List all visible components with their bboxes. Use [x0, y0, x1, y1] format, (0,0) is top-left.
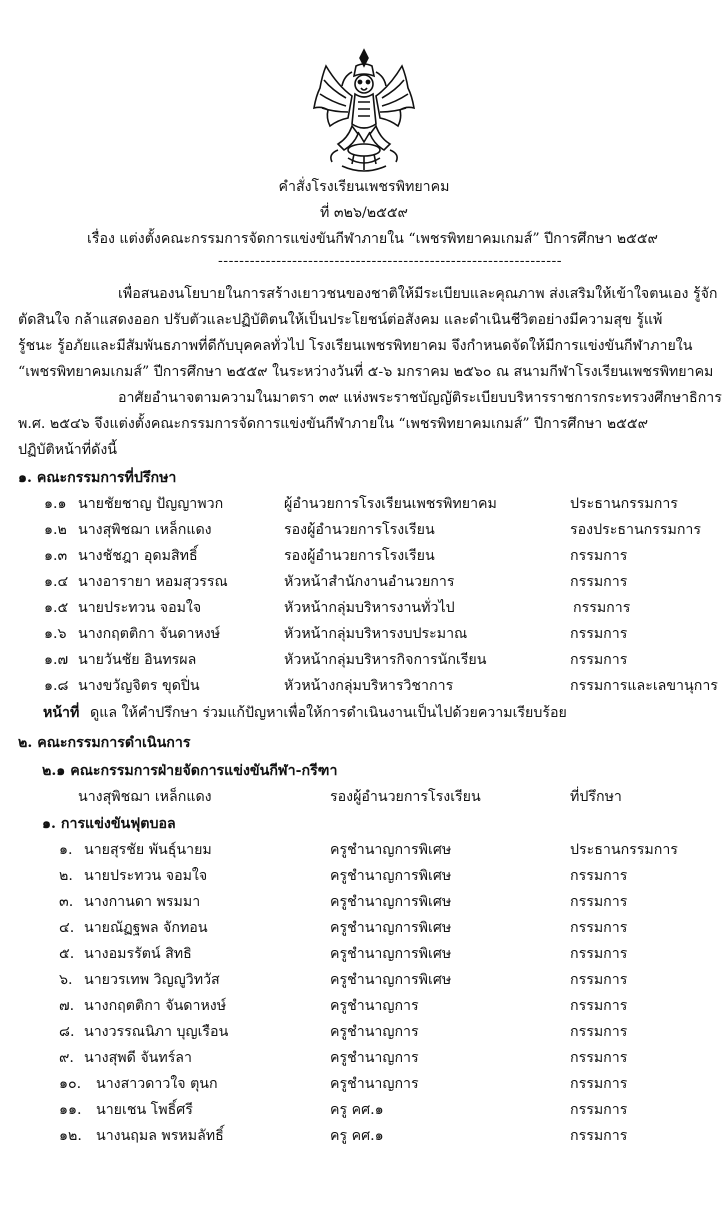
member-role: ประธานกรรมการ: [570, 496, 678, 512]
member-name: นายประทวน จอมใจ: [84, 868, 208, 884]
advisor-row: [0, 517, 728, 543]
member-name: นายณัฏฐพล จักทอน: [84, 920, 208, 936]
member-position: หัวหน้าสำนักงานอำนวยการ: [284, 574, 455, 590]
member-no: ๑๒.: [59, 1128, 82, 1144]
member-no: ๑.: [59, 842, 73, 858]
member-name: นางอมรรัตน์ สิทธิ: [84, 946, 192, 962]
football-member-row: [0, 1071, 728, 1097]
intro-line-3: รู้ชนะ รู้อภัยและมีสัมพันธภาพที่ดีกับบุคคลทั่วไป โรงเรียนเพชรพิทยาคม จึงกำหนดจัดให้มีการแข่งขันกีฬาภายใน: [18, 338, 693, 354]
advisor-row: [0, 673, 728, 699]
member-name: นางกฤตติกา จันดาหงษ์: [78, 626, 221, 642]
member-role: กรรมการ: [570, 972, 628, 988]
member-name: นางกานดา พรมมา: [84, 894, 201, 910]
member-name: นางชัชฎา อุดมสิทธิ์: [78, 548, 198, 564]
member-role: กรรมการ: [570, 1076, 628, 1092]
duty-row: [0, 700, 728, 726]
member-no: ๑.๘: [44, 678, 69, 694]
member-position: รองผู้อำนวยการโรงเรียน: [284, 548, 435, 564]
member-position: ครูชำนาญการพิเศษ: [330, 842, 452, 858]
member-name: นายวันชัย อินทรผล: [78, 652, 197, 668]
member-position: หัวหน้ากลุ่มบริหารงบประมาณ: [284, 626, 468, 642]
order-title: คำสั่งโรงเรียนเพชรพิทยาคม: [278, 179, 450, 195]
football-member-row: [0, 1097, 728, 1123]
advisor-row: [0, 595, 728, 621]
garuda-emblem-icon: [308, 46, 420, 176]
member-no: ๑๑.: [59, 1102, 82, 1118]
advisor-row: [0, 569, 728, 595]
member-role: กรรมการ: [570, 946, 628, 962]
order-number: ที่ ๓๒๖/๒๕๕๙: [320, 205, 408, 221]
intro-line-4: “เพชรพิทยาคมเกมส์” ปีการศึกษา ๒๕๕๙ ในระหว่างวันที่ ๕-๖ มกราคม ๒๕๖๐ ณ สนามกีฬาโรงเรียนเพชรพิทยาคม: [18, 364, 714, 380]
member-name: นายวรเทพ วิญญูวิทวัส: [84, 972, 220, 988]
football-heading: ๑. การแข่งขันฟุตบอล: [42, 816, 176, 832]
member-position: ครู คศ.๑: [330, 1102, 384, 1118]
order-subject: เรื่อง แต่งตั้งคณะกรรมการจัดการแข่งขันกีฬาภายใน “เพชรพิทยาคมเกมส์” ปีการศึกษา ๒๕๕๙: [87, 231, 658, 247]
section1-heading: ๑. คณะกรรมการที่ปรึกษา: [18, 470, 177, 486]
member-role: กรรมการ: [570, 1050, 628, 1066]
advisor-row: [0, 784, 728, 810]
member-position: ผู้อำนวยการโรงเรียนเพชรพิทยาคม: [284, 496, 497, 512]
football-member-row: [0, 941, 728, 967]
member-name: นางอารายา หอมสุวรรณ: [78, 574, 228, 590]
member-no: ๔.: [59, 920, 75, 936]
football-member-row: [0, 889, 728, 915]
member-role: กรรมการ: [570, 1102, 628, 1118]
advisor-position: รองผู้อำนวยการโรงเรียน: [330, 789, 481, 805]
member-position: รองผู้อำนวยการโรงเรียน: [284, 522, 435, 538]
member-role: กรรมการ: [570, 920, 628, 936]
advisor-role: ที่ปรึกษา: [570, 789, 622, 805]
member-name: นางวรรณนิภา บุญเรือน: [84, 1024, 229, 1040]
member-role: กรรมการ: [570, 574, 628, 590]
member-role: กรรมการและเลขานุการ: [570, 678, 718, 694]
member-name: นางสาวดาวใจ ตุนก: [96, 1076, 218, 1092]
member-position: ครูชำนาญการ: [330, 1076, 419, 1092]
member-name: นางนฤมล พรหมลัทธิ์: [96, 1128, 224, 1144]
member-name: นายชัยชาญ ปัญญาพวก: [78, 496, 224, 512]
advisor-row: [0, 543, 728, 569]
member-role: กรรมการ: [570, 998, 628, 1014]
member-role: ประธานกรรมการ: [570, 842, 678, 858]
advisor-name: นางสุพิชฌา เหล็กแดง: [78, 789, 212, 805]
football-member-row: [0, 993, 728, 1019]
member-no: ๑.๗: [44, 652, 69, 668]
member-no: ๑๐.: [59, 1076, 82, 1092]
member-name: นางกฤตติกา จันดาหงษ์: [84, 998, 227, 1014]
member-no: ๙.: [59, 1050, 74, 1066]
member-name: นายประทวน จอมใจ: [78, 600, 202, 616]
intro2-line-3: ปฏิบัติหน้าที่ดังนี้: [18, 442, 117, 458]
member-no: ๓.: [59, 894, 74, 910]
member-role: กรรมการ: [570, 1024, 628, 1040]
member-position: หัวหน้ากลุ่มบริหารกิจการนักเรียน: [284, 652, 487, 668]
intro-line-1: เพื่อสนองนโยบายในการสร้างเยาวชนของชาติให้มีระเบียบและคุณภาพ ส่งเสริมให้เข้าใจตนเอง รู้จัก: [118, 286, 718, 302]
football-member-row: [0, 837, 728, 863]
football-member-row: [0, 967, 728, 993]
member-no: ๑.๔: [44, 574, 69, 590]
member-no: ๑.๓: [44, 548, 68, 564]
member-role: กรรมการ: [570, 894, 628, 910]
separator-line: -----------------------------------------------------------------: [218, 253, 563, 269]
intro-line-2: ตัดสินใจ กล้าแสดงออก ปรับตัวและปฏิบัติตนให้เป็นประโยชน์ต่อสังคม และดำเนินชีวิตอย่างมีความสุข รู้แพ้: [18, 312, 663, 328]
member-no: ๘.: [59, 1024, 75, 1040]
member-no: ๖.: [59, 972, 73, 988]
member-name: นางขวัญจิตร ขุดปิ่น: [78, 678, 200, 694]
member-role: กรรมการ: [570, 868, 628, 884]
member-position: หัวหน้างกลุ่มบริหารวิชาการ: [284, 678, 454, 694]
intro2-line-2: พ.ศ. ๒๕๔๖ จึงแต่งตั้งคณะกรรมการจัดการแข่งขันกีฬาภายใน “เพชรพิทยาคมเกมส์” ปีการศึกษา ๒๕๕๙: [18, 416, 648, 432]
member-position: หัวหน้ากลุ่มบริหารงานทั่วไป: [284, 600, 455, 616]
member-position: ครูชำนาญการ: [330, 998, 419, 1014]
member-no: ๑.๕: [44, 600, 69, 616]
member-position: ครูชำนาญการพิเศษ: [330, 946, 452, 962]
member-no: ๒.: [59, 868, 73, 884]
member-name: นายสุรชัย พันธุ์นายม: [84, 842, 212, 858]
football-member-row: [0, 1123, 728, 1149]
advisor-row: [0, 621, 728, 647]
member-role: กรรมการ: [570, 652, 628, 668]
member-no: ๗.: [59, 998, 75, 1014]
intro2-line-1: อาศัยอำนาจตามความในมาตรา ๓๙ แห่งพระราชบัญญัติระเบียบบริหารราชการกระทรวงศึกษาธิการ: [118, 390, 722, 406]
member-role: กรรมการ: [570, 548, 628, 564]
member-position: ครูชำนาญการพิเศษ: [330, 920, 452, 936]
football-member-row: [0, 863, 728, 889]
member-no: ๑.๑: [44, 496, 67, 512]
member-no: ๕.: [59, 946, 75, 962]
duty-text: ดูแล ให้คำปรึกษา ร่วมแก้ปัญหาเพื่อให้การดำเนินงานเป็นไปด้วยความเรียบร้อย: [90, 705, 567, 721]
member-role: รองประธานกรรมการ: [570, 522, 701, 538]
member-position: ครูชำนาญการ: [330, 1024, 419, 1040]
football-member-row: [0, 915, 728, 941]
member-position: ครูชำนาญการ: [330, 1050, 419, 1066]
member-role: กรรมการ: [573, 600, 631, 616]
member-position: ครูชำนาญการพิเศษ: [330, 894, 452, 910]
advisor-row: [0, 647, 728, 673]
member-position: ครู คศ.๑: [330, 1128, 384, 1144]
member-no: ๑.๒: [44, 522, 67, 538]
duty-label: หน้าที่: [43, 705, 80, 721]
section2-sub-heading: ๒.๑ คณะกรรมการฝ่ายจัดการแข่งขันกีฬา-กรีฑา: [42, 763, 338, 779]
member-position: ครูชำนาญการพิเศษ: [330, 868, 452, 884]
member-name: นางสุพิชฌา เหล็กแดง: [78, 522, 212, 538]
member-name: นางสุพดี จันทร์ลา: [84, 1050, 192, 1066]
member-no: ๑.๖: [44, 626, 67, 642]
advisor-row: [0, 491, 728, 517]
member-name: นายเชน โพธิ์ศรี: [96, 1102, 193, 1118]
football-member-row: [0, 1045, 728, 1071]
member-role: กรรมการ: [570, 1128, 628, 1144]
section2-heading: ๒. คณะกรรมการดำเนินการ: [18, 735, 191, 751]
member-position: ครูชำนาญการพิเศษ: [330, 972, 452, 988]
football-member-row: [0, 1019, 728, 1045]
member-role: กรรมการ: [570, 626, 628, 642]
